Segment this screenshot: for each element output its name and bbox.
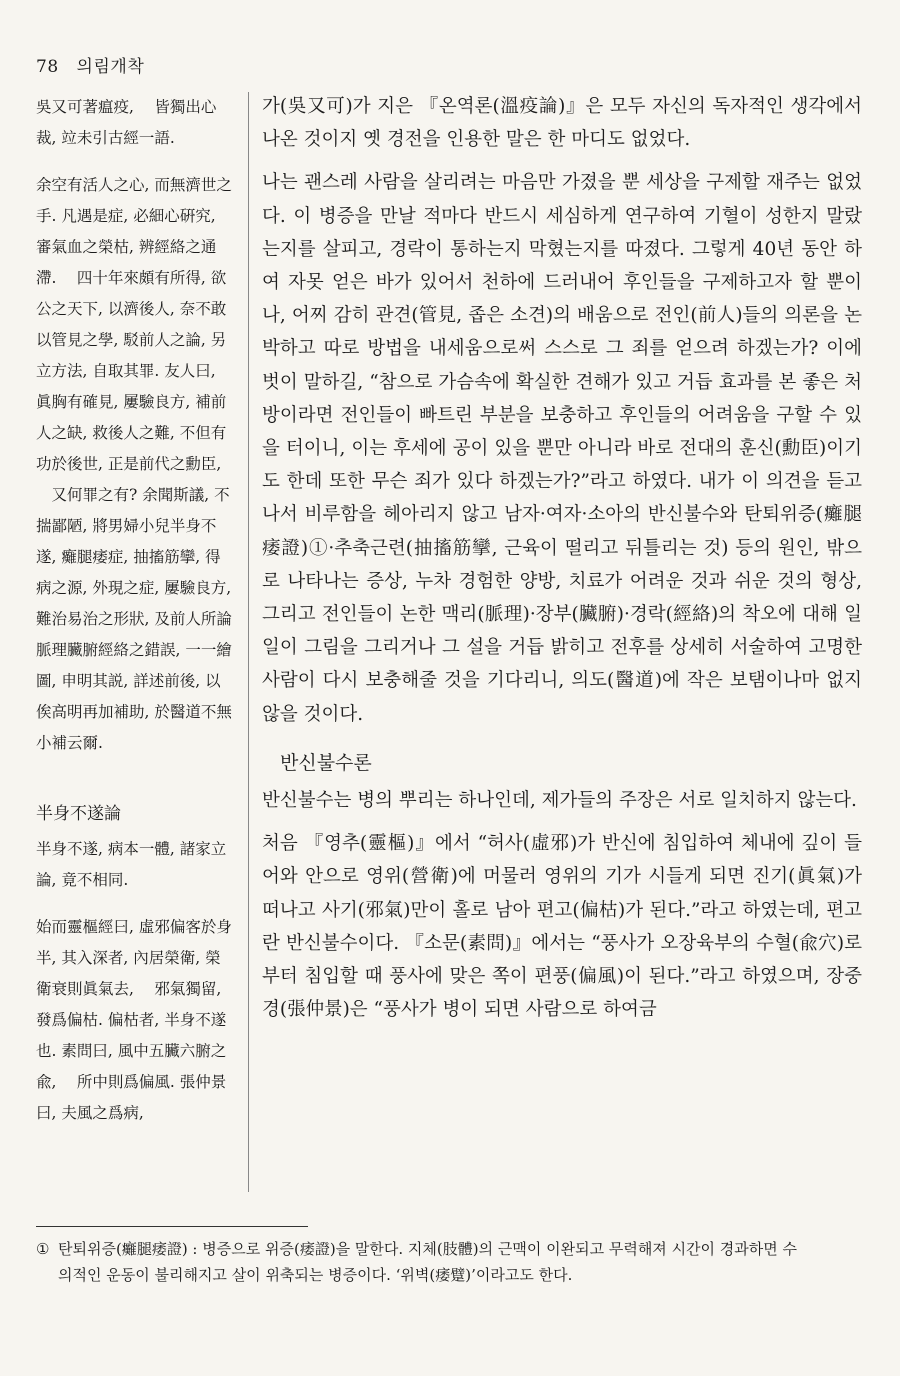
footnote-rule bbox=[36, 1226, 308, 1227]
translation-section-paragraph-1: 반신불수는 병의 뿌리는 하나인데, 제가들의 주장은 서로 일치하지 않는다. bbox=[262, 790, 857, 812]
original-section-paragraph-1: 半身不遂, 病本一體, 諸家立論, 竟不相同. bbox=[36, 840, 227, 889]
page-number: 78 bbox=[36, 57, 59, 77]
original-text-column bbox=[36, 92, 236, 1145]
translation-column bbox=[262, 90, 862, 1036]
footnote bbox=[36, 1236, 866, 1288]
footnote-line-1 bbox=[36, 1236, 866, 1262]
translation-section-paragraph-2: 처음 『영추(靈樞)』에서 “허사(虛邪)가 반신에 침입하여 체내에 깊이 들어와 안으로 영위(營衛)에 머물러 영위의 기가 시들게 되면 진기(眞氣)가 떠나고 사기(邪氣)만이 홀로 남아 편고(偏枯)가 된다.”라고 하였는데, 편고란 반신불수이다. 『소문(素問)』에서는 “풍사가 오장육부의 수혈(兪穴)로부터 침입할 때 풍사에 맞은 쪽이 편풍(偏風)이 된다.”라고 하였으며, 장중경(張仲景)은 “풍사가 병이 되면 사람으로 하여금 bbox=[262, 833, 862, 1021]
footnote-text-2: 의적인 운동이 불리해지고 살이 위축되는 병증이다. ‘위벽(痿躄)’이라고도 한다. bbox=[58, 1266, 573, 1284]
translation-section-title: 반신불수론 bbox=[280, 751, 372, 774]
translation-paragraph-2: 나는 괜스레 사람을 살리려는 마음만 가졌을 뿐 세상을 구제할 재주는 없었다. 이 병증을 만날 적마다 반드시 세심하게 연구하여 기혈이 성한지 말랐는지를 살피고, 경락이 통하는지 막혔는지를 따졌다. 그렇게 40년 동안 하여 자못 얻은 바가 있어서 천하에 드러내어 후인들을 구제하고자 할 뿐이나, 어찌 감히 관견(管見, 좁은 소견)의 배움으로 전인(前人)들의 의론을 논박하고 따로 방법을 내세움으로써 스스로 그 죄를 얻으려 하겠는가? 이에 벗이 말하길, “참으로 가슴속에 확실한 견해가 있고 거듭 효과를 본 좋은 처방이라면 전인들이 빠트린 부분을 보충하고 후인들의 어려움을 구할 수 있을 터이니, 이는 후세에 공이 있을 뿐만 아니라 바로 전대의 훈신(勳臣)이기도 한데 또한 무슨 죄가 있다 하겠는가?”라고 하였다. 내가 이 의견을 듣고 나서 비루함을 헤아리지 않고 남자·여자·소아의 반신불수와 탄퇴위증(癱腿痿證)①·추축근련(抽搐筋攣, 근육이 떨리고 뒤틀리는 것) 등의 원인, 밖으로 나타나는 증상, 누차 경험한 양방, 치료가 어려운 것과 쉬운 것의 형상, 그리고 전인들이 논한 맥리(脈理)·장부(臟腑)·경락(經絡)의 착오에 대해 일일이 그림을 그리거나 그 설을 거듭 밝히고 전후를 상세히 서술하여 고명한 사람이 다시 보충해줄 것을 기다리니, 의도(醫道)에 작은 보탬이나마 없지 않을 것이다. bbox=[262, 172, 862, 725]
footnote-text-1: 탄퇴위증(癱腿痿證) : 병증으로 위증(痿證)을 말한다. 지체(肢體)의 근맥이 이완되고 무력해져 시간이 경과하면 수 bbox=[58, 1240, 798, 1258]
original-paragraph-1: 吳又可著瘟疫, 皆獨出心裁, 竝未引古經一語. bbox=[36, 98, 217, 147]
translation-paragraph-1: 가(吳又可)가 지은 『온역론(溫疫論)』은 모두 자신의 독자적인 생각에서 나온 것이지 옛 경전을 인용한 말은 한 마디도 없었다. bbox=[262, 96, 862, 151]
column-divider bbox=[248, 92, 249, 1192]
footnote-mark: ① bbox=[36, 1240, 50, 1258]
book-title: 의림개착 bbox=[76, 57, 145, 77]
original-section-title: 半身不遂論 bbox=[36, 804, 121, 824]
page-header bbox=[36, 52, 144, 77]
original-section-paragraph-2: 始而靈樞經曰, 虛邪偏客於身半, 其入深者, 內居榮衛, 榮衛衰則眞氣去, 邪氣獨留, 發爲偏枯. 偏枯者, 半身不遂也. 素問曰, 風中五臟六腑之兪, 所中則爲偏風. 張仲景曰, 夫風之爲病, bbox=[36, 918, 232, 1122]
original-paragraph-2: 余空有活人之心, 而無濟世之手. 凡遇是症, 必細心硏究, 審氣血之榮枯, 辨經絡之通滯. 四十年來頗有所得, 欲公之天下, 以濟後人, 奈不敢以管見之學, 駁前人之論, 另立方法, 自取其罪. 友人曰, 眞胸有確見, 屢驗良方, 補前人之缺, 救後人之難, 不但有功於後世, 正是前代之勳臣, 又何罪之有? 余聞斯議, 不揣鄙陋, 將男婦小兒半身不遂, 癱腿痿症, 抽搐筋攣, 得病之源, 外現之症, 屢驗良方, 難治易治之形狀, 及前人所論脈理臟腑經絡之錯誤, 一一繪圖, 申明其説, 詳述前後, 以俟高明再加補助, 於醫道不無小補云爾. bbox=[36, 176, 232, 752]
